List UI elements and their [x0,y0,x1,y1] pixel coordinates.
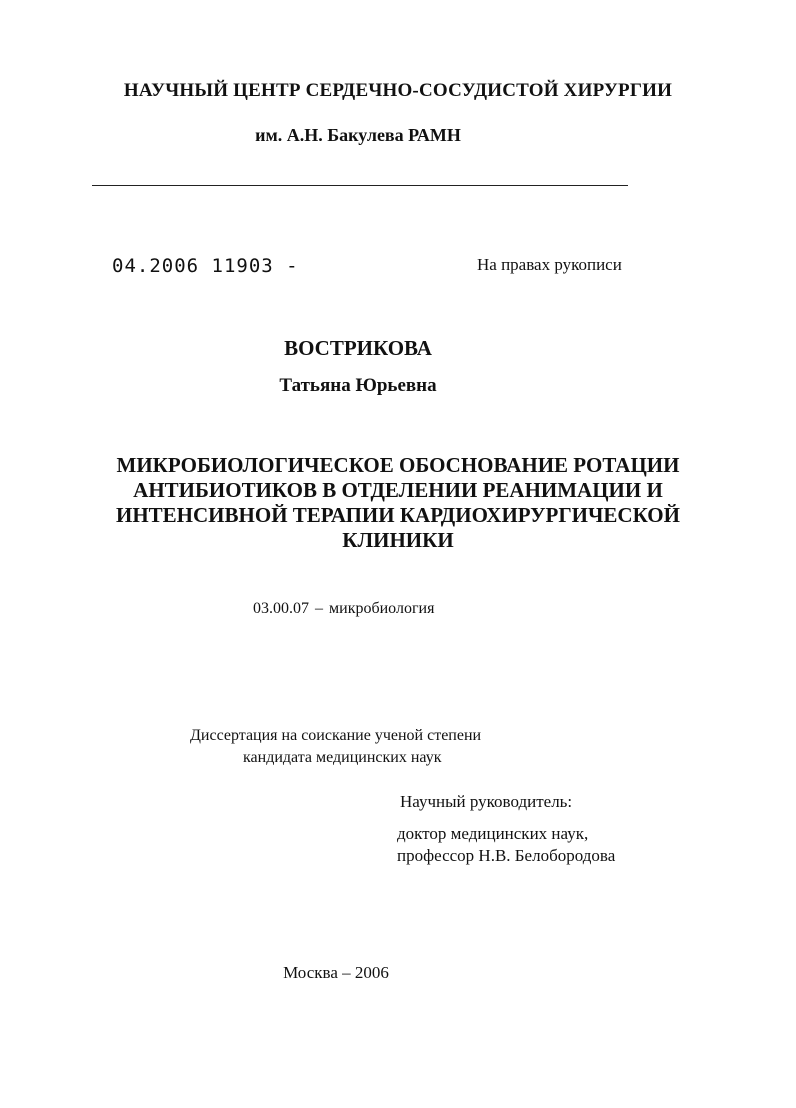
institution-name: НАУЧНЫЙ ЦЕНТР СЕРДЕЧНО-СОСУДИСТОЙ ХИРУРГИИ [123,80,673,101]
author-surname: ВОСТРИКОВА [284,336,432,360]
title-line: КЛИНИКИ [342,528,454,552]
header-divider [92,185,628,186]
dissertation-degree-line1: Диссертация на соискание ученой степени [190,727,482,744]
rights-note: На правах рукописи [477,255,622,274]
supervisor-degree: доктор медицинских наук, [397,824,589,843]
specialty-code: 03.00.07 [253,600,309,617]
title-line: АНТИБИОТИКОВ В ОТДЕЛЕНИИ РЕАНИМАЦИИ И [133,478,663,502]
specialty-name: микробиология [329,600,435,617]
institution-subtitle: им. А.Н. Бакулева РАМН [255,125,461,145]
title-line: МИКРОБИОЛОГИЧЕСКОЕ ОБОСНОВАНИЕ РОТАЦИИ [116,453,680,477]
dissertation-degree-line2: кандидата медицинских наук [243,749,442,766]
specialty-dash: – [315,600,323,617]
registry-stamp: 04.2006 11903 - [112,255,299,277]
supervisor-name: профессор Н.В. Белобородова [397,846,616,865]
supervisor-label: Научный руководитель: [400,792,573,811]
author-given-names: Татьяна Юрьевна [279,375,437,396]
title-line: ИНТЕНСИВНОЙ ТЕРАПИИ КАРДИОХИРУРГИЧЕСКОЙ [116,503,680,527]
city-year: Москва – 2006 [283,963,389,982]
dissertation-title [60,453,736,553]
specialty [253,600,434,618]
